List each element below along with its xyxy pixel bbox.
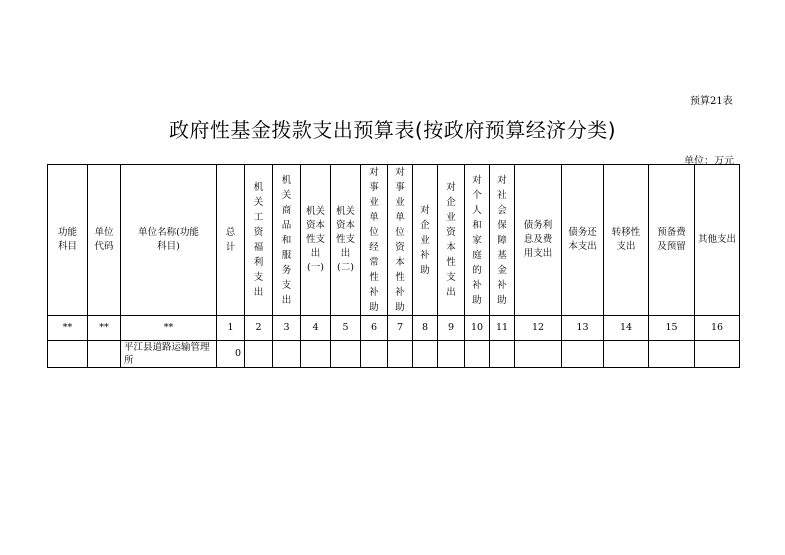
table-cell [515, 341, 562, 368]
column-number: ** [121, 316, 217, 341]
table-cell [649, 341, 695, 368]
header-cell: 单位代码 [88, 165, 121, 316]
column-number: 2 [245, 316, 273, 341]
column-number: 12 [515, 316, 562, 341]
table-cell [438, 341, 465, 368]
header-cell: 债务利息及费用支出 [515, 165, 562, 316]
column-number: 9 [438, 316, 465, 341]
header-cell: 对企业资本性支出 [438, 165, 465, 316]
header-cell: 对社会保障基金补助 [490, 165, 515, 316]
header-cell: 机关商品和服务支出 [273, 165, 301, 316]
budget-table [47, 164, 740, 368]
table-cell [361, 341, 388, 368]
header-cell: 机关工资福利支出 [245, 165, 273, 316]
column-number: 14 [604, 316, 649, 341]
page-title: 政府性基金拨款支出预算表(按政府预算经济分类) [168, 118, 617, 142]
form-number: 预算21表 [690, 96, 733, 107]
column-number: 1 [217, 316, 245, 341]
column-number: 11 [490, 316, 515, 341]
table-cell [413, 341, 438, 368]
header-cell: 对事业单位经常性补助 [361, 165, 388, 316]
column-number: 5 [331, 316, 361, 341]
column-number: 6 [361, 316, 388, 341]
column-number: ** [88, 316, 121, 341]
table-cell [562, 341, 604, 368]
table-cell [331, 341, 361, 368]
header-cell: 总计 [217, 165, 245, 316]
column-number: 15 [649, 316, 695, 341]
column-number: 13 [562, 316, 604, 341]
header-cell: 机关资本性支出(一) [301, 165, 331, 316]
header-cell: 功能科目 [48, 165, 88, 316]
header-cell: 对企业补助 [413, 165, 438, 316]
column-number-row [48, 316, 740, 341]
column-number: 8 [413, 316, 438, 341]
column-number: 3 [273, 316, 301, 341]
table-cell [301, 341, 331, 368]
header-cell: 单位名称(功能科目) [121, 165, 217, 316]
header-cell: 机关资本性支出(二) [331, 165, 361, 316]
table-cell [388, 341, 413, 368]
table-row [48, 341, 740, 368]
header-cell: 预备费及预留 [649, 165, 695, 316]
column-number: 7 [388, 316, 413, 341]
header-cell: 其他支出 [695, 165, 740, 316]
table-cell [273, 341, 301, 368]
unit-code-cell [88, 341, 121, 368]
table-cell [695, 341, 740, 368]
header-cell: 对事业单位资本性补助 [388, 165, 413, 316]
unit-label: 单位：万元 [684, 156, 734, 167]
table-cell [245, 341, 273, 368]
header-cell: 债务还本支出 [562, 165, 604, 316]
table-cell [465, 341, 490, 368]
header-cell: 对个人和家庭的补助 [465, 165, 490, 316]
header-cell: 转移性支出 [604, 165, 649, 316]
column-number: 10 [465, 316, 490, 341]
func-code-cell [48, 341, 88, 368]
table-cell [604, 341, 649, 368]
column-number: ** [48, 316, 88, 341]
total-cell: 0 [217, 341, 245, 368]
table-cell [490, 341, 515, 368]
column-number: 16 [695, 316, 740, 341]
unit-name-cell: 平江县道路运输管理所 [121, 341, 217, 368]
header-row [48, 165, 740, 316]
column-number: 4 [301, 316, 331, 341]
